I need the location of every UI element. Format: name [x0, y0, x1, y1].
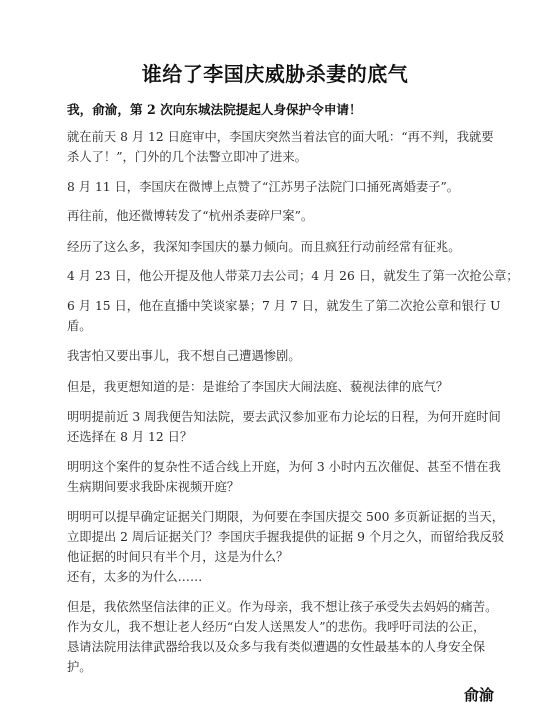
paragraph-3: 再往前，他还微博转发了“杭州杀妻碎尸案”。	[67, 209, 314, 223]
paragraph-11: 明明可以提早确定证据关门期限，为何要在李国庆提交 500 多页新证据的当天， 立即提出 2 周后证据关门？李国庆手握我提供的证据 9 个月之久，而留给我反驳 他证据的时间只有半个月，这是为什么？	[67, 510, 505, 564]
paragraph-12: 还有，太多的为什么……	[67, 570, 203, 584]
paragraph-6: 6 月 15 日，他在直播中笑谈家暴；7 月 7 日，就发生了第二次抢公章和银行 U 盾。	[67, 299, 501, 333]
document-title: 谁给了李国庆威胁杀妻的底气	[141, 62, 409, 86]
paragraph-1: 就在前天 8 月 12 日庭审中，李国庆突然当着法官的面大吼：“再不判，我就要 杀人了！”，门外的几个法警立即冲了进来。	[67, 130, 494, 164]
paragraph-2: 8 月 11 日，李国庆在微博上点赞了“江苏男子法院门口捅死离婚妻子”。	[67, 180, 460, 194]
document-subtitle: 我，俞渝，第 2 次向东城法院提起人身保护令申请！	[67, 102, 362, 117]
paragraph-9: 明明提前近 3 周我便告知法院，要去武汉参加亚布力论坛的日程，为何开庭时间 还选择在 8 月 12 日？	[67, 410, 501, 444]
paragraph-5: 4 月 23 日，他公开提及他人带菜刀去公司；4 月 26 日，就发生了第一次抢公章；	[67, 269, 519, 283]
paragraph-13: 但是，我依然坚信法律的正义。作为母亲，我不想让孩子承受失去妈妈的痛苦。 作为女儿，我不想让老人经历“白发人送黑发人”的悲伤。我呼吁司法的公正， 恳请法院用法律武器给我以及众多与我有类似遭遇的女性最基本的人身安全保 护。	[67, 600, 498, 674]
paragraph-10: 明明这个案件的复杂性不适合线上开庭，为何 3 小时内五次催促、甚至不惜在我 生病期间要求我卧床视频开庭？	[67, 460, 501, 494]
paragraph-8: 但是，我更想知道的是：是谁给了李国庆大闹法庭、藐视法律的底气？	[67, 380, 449, 394]
paragraph-7: 我害怕又要出事儿，我不想自己遭遇惨剧。	[67, 349, 301, 363]
signature: 俞渝	[463, 686, 494, 704]
paragraph-4: 经历了这么多，我深知李国庆的暴力倾向。而且疯狂行动前经常有征兆。	[67, 240, 461, 254]
